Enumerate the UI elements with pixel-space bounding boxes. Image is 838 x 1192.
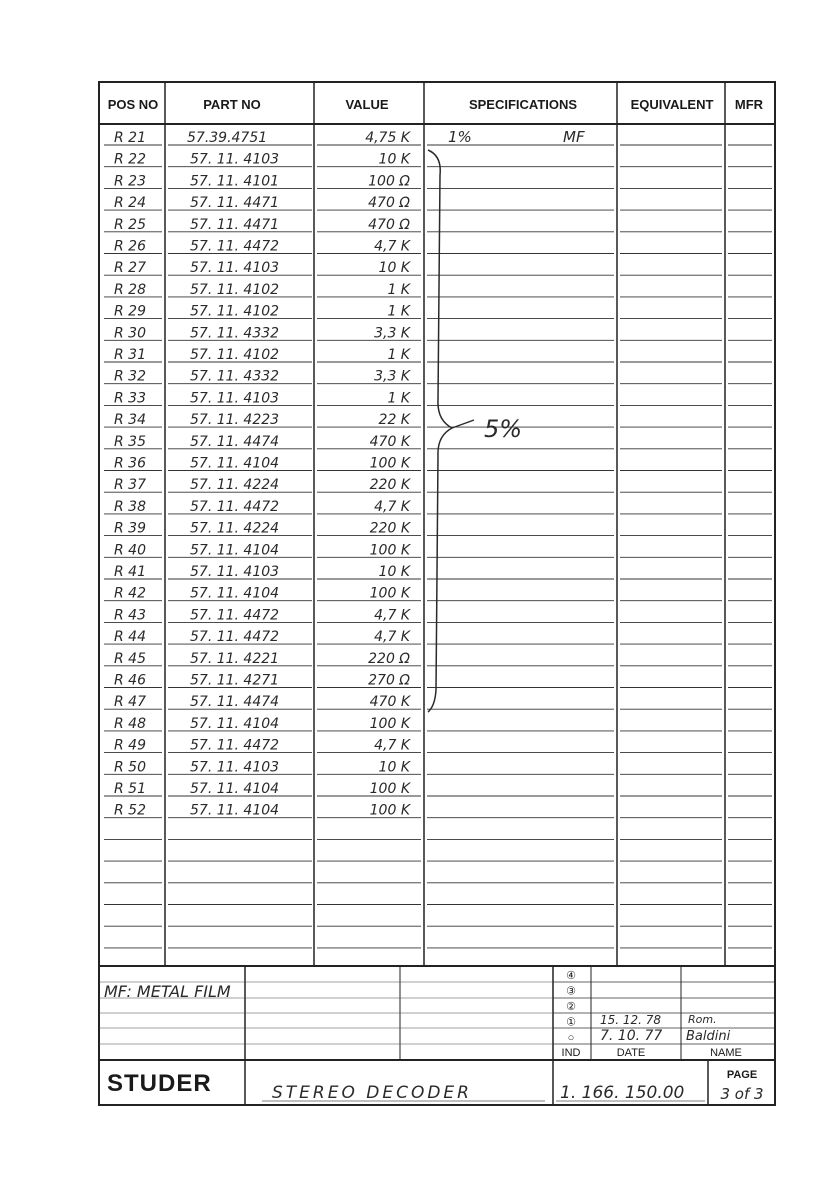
- date-label: DATE: [616, 1047, 646, 1059]
- row-pos-no: R 44: [114, 629, 146, 646]
- table-row: [114, 651, 410, 667]
- table-row: [114, 152, 412, 168]
- row-part-no: 57. 11. 4102: [190, 347, 280, 363]
- drawing-number: 1. 166. 150.00: [560, 1083, 685, 1103]
- revision-mark: ②: [566, 1001, 576, 1013]
- name-label: NAME: [710, 1047, 742, 1059]
- studer-logo: STUDER: [107, 1070, 212, 1097]
- row-value: 100 K: [369, 715, 410, 732]
- row-value: 220 K: [369, 520, 410, 537]
- revision-2-date: 7. 10. 77: [600, 1028, 663, 1044]
- row-part-no: 57. 11. 4224: [190, 520, 280, 537]
- curly-brace: [428, 150, 452, 712]
- table-row: [114, 716, 412, 732]
- table-row: [114, 195, 410, 211]
- table-row: [114, 738, 412, 754]
- table-row: [114, 434, 412, 450]
- row-part-no: 57. 11. 4103: [190, 260, 280, 277]
- row-part-no: 57. 11. 4101: [190, 173, 280, 190]
- row-value: 3,3 K: [374, 325, 410, 342]
- table-row: [114, 759, 412, 775]
- table-row: [114, 499, 412, 515]
- header-equivalent: EQUIVALENT: [630, 97, 714, 112]
- row-value: 100 K: [369, 781, 410, 797]
- table-row: [114, 217, 410, 233]
- row-value: 10 K: [378, 260, 410, 277]
- row-value: 4,7 K: [374, 629, 410, 646]
- row-part-no: 57. 11. 4271: [190, 672, 280, 689]
- row-pos-no: R 36: [114, 455, 146, 472]
- row-pos-no: R 35: [114, 433, 146, 450]
- row-pos-no: R 27: [114, 260, 146, 277]
- revision-mark: ①: [566, 1016, 576, 1029]
- row-value: 470 K: [369, 694, 410, 711]
- row-pos-no: R 23: [114, 173, 146, 190]
- row-value: 3,3 K: [374, 368, 410, 385]
- row-value: 220 Ω: [368, 650, 410, 667]
- row-pos-no: R 33: [114, 390, 146, 407]
- header-pos-no: POS NO: [107, 97, 159, 112]
- row-value: 22 K: [378, 412, 410, 429]
- row-part-no: 57. 11. 4104: [190, 781, 280, 797]
- table-row: [114, 369, 412, 385]
- spec-tolerance: 1%: [448, 128, 472, 146]
- row-value: 470 Ω: [368, 195, 410, 212]
- row-value: 100 K: [369, 585, 410, 602]
- document-title: STEREO DECODER: [272, 1083, 472, 1103]
- row-part-no: 57. 11. 4103: [190, 390, 280, 407]
- row-part-no: 57. 11. 4472: [190, 737, 280, 754]
- row-value: 1 K: [387, 347, 410, 363]
- row-value: 220 K: [369, 477, 410, 494]
- row-pos-no: R 30: [114, 325, 146, 342]
- row-value: 1 K: [387, 281, 410, 298]
- table-row: [114, 239, 412, 255]
- row-value: 470 Ω: [368, 216, 410, 233]
- header-value: VALUE: [345, 97, 389, 112]
- table-row: [114, 456, 412, 472]
- row-pos-no: R 48: [114, 715, 146, 732]
- table-row: [114, 260, 412, 276]
- page-value: 3 of 3: [720, 1085, 764, 1103]
- table-row: [114, 390, 412, 406]
- table-row: [114, 564, 412, 580]
- header-part-no: PART NO: [203, 97, 261, 112]
- row-part-no: 57. 11. 4474: [190, 433, 280, 450]
- row-pos-no: R 34: [114, 412, 146, 429]
- table-row: [114, 325, 412, 341]
- table-row: [114, 629, 412, 645]
- row-pos-no: R 24: [114, 195, 146, 212]
- row-pos-no: R 25: [114, 216, 146, 233]
- table-row: [114, 781, 412, 797]
- row-value: 1 K: [387, 390, 410, 407]
- row-pos-no: R 42: [114, 585, 146, 602]
- row-part-no: 57. 11. 4472: [190, 607, 280, 624]
- table-row: [114, 586, 412, 602]
- row-pos-no: R 32: [114, 368, 146, 385]
- table-row: [114, 673, 410, 689]
- row-part-no: 57. 11. 4332: [190, 368, 280, 385]
- row-value: 4,75 K: [365, 130, 410, 146]
- row-pos-no: R 45: [114, 650, 146, 667]
- row-value: 100 K: [369, 802, 410, 819]
- revision-mark: ④: [566, 970, 576, 982]
- row-pos-no: R 28: [114, 281, 146, 298]
- table-row: [114, 173, 410, 189]
- header-mfr: MFR: [734, 97, 764, 112]
- row-part-no: 57. 11. 4474: [190, 694, 280, 711]
- table-row: [114, 347, 412, 363]
- row-part-no: 57. 11. 4104: [190, 585, 280, 602]
- row-value: 4,7 K: [374, 498, 410, 515]
- row-pos-no: R 46: [114, 672, 146, 689]
- row-part-no: 57. 11. 4104: [190, 542, 280, 559]
- row-pos-no: R 21: [114, 130, 146, 146]
- row-part-no: 57. 11. 4472: [190, 498, 280, 515]
- revision-mark: ○: [567, 1032, 575, 1044]
- row-value: 100 Ω: [368, 173, 410, 190]
- row-value: 10 K: [378, 564, 410, 580]
- row-part-no: 57.39.4751: [187, 130, 268, 146]
- table-row: [114, 542, 412, 558]
- table-row: [114, 694, 412, 710]
- table-row: [114, 304, 412, 320]
- revision-marks: [566, 970, 576, 1044]
- row-entries: [114, 130, 412, 819]
- row-part-no: 57. 11. 4471: [190, 216, 280, 233]
- header-specifications: SPECIFICATIONS: [468, 97, 578, 112]
- row-pos-no: R 40: [114, 542, 146, 559]
- revision-2-name: Baldini: [686, 1029, 731, 1044]
- row-value: 270 Ω: [368, 672, 410, 689]
- row-part-no: 57. 11. 4103: [190, 759, 280, 776]
- table-row: [114, 477, 412, 493]
- row-part-no: 57. 11. 4104: [190, 715, 280, 732]
- row-pos-no: R 52: [114, 802, 146, 819]
- row-value: 10 K: [378, 151, 410, 168]
- row-part-no: 57. 11. 4102: [190, 281, 280, 298]
- row-pos-no: R 38: [114, 498, 146, 515]
- row-part-no: 57. 11. 4472: [190, 629, 280, 646]
- row-part-no: 57. 11. 4332: [190, 325, 280, 342]
- row-value: 4,7 K: [374, 238, 410, 255]
- revision-mark: ③: [566, 985, 576, 998]
- table-row: [114, 412, 412, 428]
- row-part-no: 57. 11. 4221: [190, 650, 280, 667]
- row-pos-no: R 49: [114, 737, 146, 754]
- row-pos-no: R 29: [114, 303, 146, 320]
- row-value: 4,7 K: [374, 607, 410, 624]
- revision-1-date: 15. 12. 78: [600, 1013, 662, 1027]
- row-part-no: 57. 11. 4104: [190, 802, 280, 819]
- row-pos-no: R 47: [114, 694, 146, 711]
- row-value: 100 K: [369, 542, 410, 559]
- page-label: PAGE: [726, 1069, 758, 1081]
- row-part-no: 57. 11. 4223: [190, 412, 280, 429]
- spec-type: MF: [563, 128, 585, 146]
- row-part-no: 57. 11. 4102: [190, 303, 280, 320]
- row-value: 1 K: [387, 303, 410, 320]
- row-pos-no: R 26: [114, 238, 146, 255]
- row-part-no: 57. 11. 4471: [190, 195, 280, 212]
- row-part-no: 57. 11. 4103: [190, 151, 280, 168]
- revision-1-name: Rom.: [688, 1013, 717, 1026]
- row-pos-no: R 50: [114, 759, 146, 776]
- table-row: [114, 803, 412, 819]
- row-value: 10 K: [378, 759, 410, 776]
- row-part-no: 57. 11. 4104: [190, 455, 280, 472]
- row-value: 100 K: [369, 455, 410, 472]
- table-row: [114, 130, 412, 146]
- row-part-no: 57. 11. 4224: [190, 477, 280, 494]
- spec-group-tolerance: 5%: [484, 415, 523, 443]
- row-pos-no: R 37: [114, 477, 146, 494]
- row-value: 4,7 K: [374, 737, 410, 754]
- row-pos-no: R 51: [114, 781, 146, 797]
- row-pos-no: R 43: [114, 607, 146, 624]
- footer-note: MF: METAL FILM: [104, 982, 231, 1001]
- row-pos-no: R 39: [114, 520, 146, 537]
- row-part-no: 57. 11. 4472: [190, 238, 280, 255]
- ind-label: IND: [561, 1047, 581, 1059]
- row-pos-no: R 41: [114, 564, 146, 580]
- table-row: [114, 607, 412, 623]
- row-pos-no: R 22: [114, 151, 146, 168]
- row-pos-no: R 31: [114, 347, 146, 363]
- row-part-no: 57. 11. 4103: [190, 564, 280, 580]
- table-row: [114, 521, 412, 537]
- row-value: 470 K: [369, 433, 410, 450]
- table-row: [114, 282, 412, 298]
